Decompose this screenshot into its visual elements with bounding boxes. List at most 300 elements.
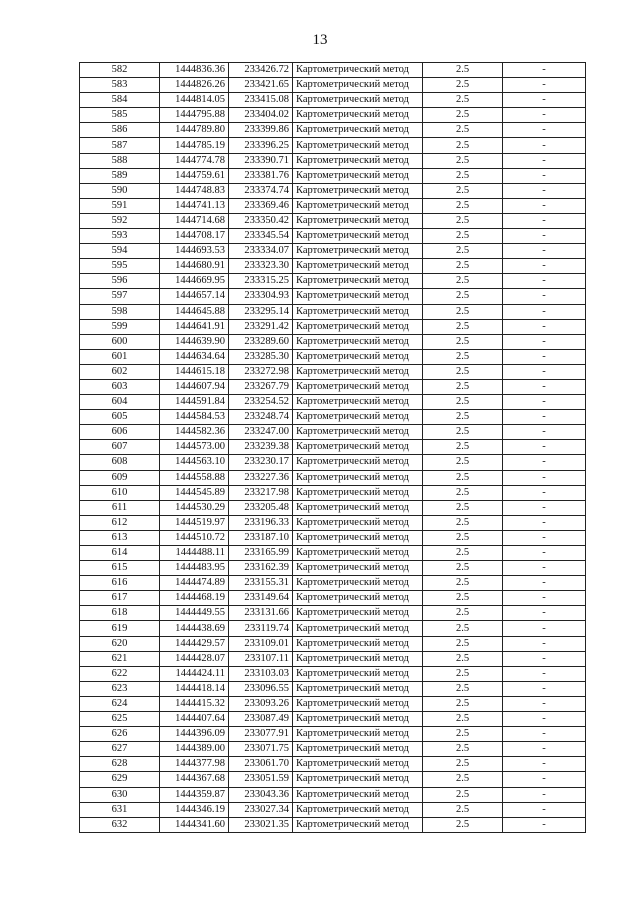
y-coordinate-cell: 233196.33 [229,515,293,530]
y-coordinate-cell: 233267.79 [229,379,293,394]
note-cell: - [503,440,586,455]
table-row [80,636,586,651]
x-coordinate-cell: 1444591.84 [160,395,229,410]
point-number-cell: 598 [80,304,160,319]
accuracy-cell: 2.5 [423,681,503,696]
point-number-cell: 609 [80,470,160,485]
table-row [80,123,586,138]
method-cell: Картометрический метод [293,379,423,394]
table-row [80,696,586,711]
x-coordinate-cell: 1444449.55 [160,606,229,621]
table-row [80,817,586,832]
table-row [80,349,586,364]
point-number-cell: 591 [80,198,160,213]
method-cell: Картометрический метод [293,289,423,304]
y-coordinate-cell: 233399.86 [229,123,293,138]
table-row [80,530,586,545]
note-cell: - [503,546,586,561]
note-cell: - [503,561,586,576]
method-cell: Картометрический метод [293,334,423,349]
table-row [80,651,586,666]
y-coordinate-cell: 233149.64 [229,591,293,606]
x-coordinate-cell: 1444759.61 [160,168,229,183]
point-number-cell: 589 [80,168,160,183]
x-coordinate-cell: 1444407.64 [160,712,229,727]
point-number-cell: 600 [80,334,160,349]
y-coordinate-cell: 233421.65 [229,78,293,93]
table-row [80,78,586,93]
note-cell: - [503,63,586,78]
table-row [80,500,586,515]
table-row [80,108,586,123]
method-cell: Картометрический метод [293,530,423,545]
x-coordinate-cell: 1444693.53 [160,244,229,259]
point-number-cell: 631 [80,802,160,817]
note-cell: - [503,591,586,606]
x-coordinate-cell: 1444438.69 [160,621,229,636]
method-cell: Картометрический метод [293,138,423,153]
point-number-cell: 627 [80,742,160,757]
method-cell: Картометрический метод [293,591,423,606]
accuracy-cell: 2.5 [423,274,503,289]
point-number-cell: 618 [80,606,160,621]
y-coordinate-cell: 233248.74 [229,410,293,425]
table-row [80,425,586,440]
y-coordinate-cell: 233131.66 [229,606,293,621]
method-cell: Картометрический метод [293,198,423,213]
note-cell: - [503,304,586,319]
method-cell: Картометрический метод [293,757,423,772]
point-number-cell: 612 [80,515,160,530]
note-cell: - [503,470,586,485]
point-number-cell: 614 [80,546,160,561]
accuracy-cell: 2.5 [423,636,503,651]
x-coordinate-cell: 1444582.36 [160,425,229,440]
point-number-cell: 628 [80,757,160,772]
table-row [80,546,586,561]
method-cell: Картометрический метод [293,349,423,364]
method-cell: Картометрический метод [293,681,423,696]
table-row [80,772,586,787]
note-cell: - [503,485,586,500]
y-coordinate-cell: 233027.34 [229,802,293,817]
x-coordinate-cell: 1444377.98 [160,757,229,772]
y-coordinate-cell: 233187.10 [229,530,293,545]
x-coordinate-cell: 1444669.95 [160,274,229,289]
x-coordinate-cell: 1444429.57 [160,636,229,651]
note-cell: - [503,455,586,470]
method-cell: Картометрический метод [293,425,423,440]
x-coordinate-cell: 1444468.19 [160,591,229,606]
note-cell: - [503,334,586,349]
note-cell: - [503,153,586,168]
y-coordinate-cell: 233323.30 [229,259,293,274]
table-row [80,576,586,591]
table-row [80,561,586,576]
table-row [80,289,586,304]
method-cell: Картометрический метод [293,742,423,757]
method-cell: Картометрический метод [293,817,423,832]
y-coordinate-cell: 233334.07 [229,244,293,259]
table-row [80,183,586,198]
x-coordinate-cell: 1444741.13 [160,198,229,213]
x-coordinate-cell: 1444558.88 [160,470,229,485]
note-cell: - [503,229,586,244]
accuracy-cell: 2.5 [423,561,503,576]
table-row [80,304,586,319]
note-cell: - [503,621,586,636]
x-coordinate-cell: 1444641.91 [160,319,229,334]
point-number-cell: 620 [80,636,160,651]
note-cell: - [503,364,586,379]
point-number-cell: 607 [80,440,160,455]
table-row [80,213,586,228]
y-coordinate-cell: 233254.52 [229,395,293,410]
accuracy-cell: 2.5 [423,334,503,349]
accuracy-cell: 2.5 [423,379,503,394]
accuracy-cell: 2.5 [423,304,503,319]
method-cell: Картометрический метод [293,651,423,666]
y-coordinate-cell: 233093.26 [229,696,293,711]
accuracy-cell: 2.5 [423,319,503,334]
accuracy-cell: 2.5 [423,546,503,561]
method-cell: Картометрический метод [293,606,423,621]
y-coordinate-cell: 233369.46 [229,198,293,213]
table-row [80,259,586,274]
y-coordinate-cell: 233291.42 [229,319,293,334]
method-cell: Картометрический метод [293,772,423,787]
y-coordinate-cell: 233285.30 [229,349,293,364]
accuracy-cell: 2.5 [423,93,503,108]
note-cell: - [503,696,586,711]
point-number-cell: 601 [80,349,160,364]
method-cell: Картометрический метод [293,304,423,319]
method-cell: Картометрический метод [293,485,423,500]
note-cell: - [503,168,586,183]
accuracy-cell: 2.5 [423,651,503,666]
table-row [80,621,586,636]
point-number-cell: 584 [80,93,160,108]
y-coordinate-cell: 233109.01 [229,636,293,651]
note-cell: - [503,78,586,93]
table-row [80,591,586,606]
method-cell: Картометрический метод [293,229,423,244]
y-coordinate-cell: 233217.98 [229,485,293,500]
accuracy-cell: 2.5 [423,78,503,93]
table-row [80,606,586,621]
note-cell: - [503,787,586,802]
y-coordinate-cell: 233247.00 [229,425,293,440]
point-number-cell: 594 [80,244,160,259]
accuracy-cell: 2.5 [423,696,503,711]
x-coordinate-cell: 1444573.00 [160,440,229,455]
note-cell: - [503,727,586,742]
accuracy-cell: 2.5 [423,183,503,198]
method-cell: Картометрический метод [293,727,423,742]
accuracy-cell: 2.5 [423,289,503,304]
y-coordinate-cell: 233289.60 [229,334,293,349]
point-number-cell: 585 [80,108,160,123]
method-cell: Картометрический метод [293,500,423,515]
note-cell: - [503,349,586,364]
x-coordinate-cell: 1444483.95 [160,561,229,576]
point-number-cell: 602 [80,364,160,379]
point-number-cell: 603 [80,379,160,394]
table-row [80,379,586,394]
table-row [80,138,586,153]
x-coordinate-cell: 1444826.26 [160,78,229,93]
x-coordinate-cell: 1444341.60 [160,817,229,832]
point-number-cell: 610 [80,485,160,500]
table-row [80,63,586,78]
point-number-cell: 599 [80,319,160,334]
table-row [80,334,586,349]
accuracy-cell: 2.5 [423,515,503,530]
point-number-cell: 621 [80,651,160,666]
table-row [80,727,586,742]
x-coordinate-cell: 1444510.72 [160,530,229,545]
note-cell: - [503,772,586,787]
accuracy-cell: 2.5 [423,440,503,455]
table-row [80,395,586,410]
y-coordinate-cell: 233155.31 [229,576,293,591]
y-coordinate-cell: 233227.36 [229,470,293,485]
table-row [80,742,586,757]
y-coordinate-cell: 233230.17 [229,455,293,470]
method-cell: Картометрический метод [293,515,423,530]
method-cell: Картометрический метод [293,153,423,168]
x-coordinate-cell: 1444774.78 [160,153,229,168]
y-coordinate-cell: 233404.02 [229,108,293,123]
accuracy-cell: 2.5 [423,606,503,621]
x-coordinate-cell: 1444530.29 [160,500,229,515]
method-cell: Картометрический метод [293,576,423,591]
accuracy-cell: 2.5 [423,123,503,138]
method-cell: Картометрический метод [293,787,423,802]
note-cell: - [503,757,586,772]
y-coordinate-cell: 233295.14 [229,304,293,319]
note-cell: - [503,651,586,666]
note-cell: - [503,198,586,213]
point-number-cell: 608 [80,455,160,470]
x-coordinate-cell: 1444359.87 [160,787,229,802]
y-coordinate-cell: 233415.08 [229,93,293,108]
y-coordinate-cell: 233165.99 [229,546,293,561]
accuracy-cell: 2.5 [423,802,503,817]
x-coordinate-cell: 1444639.90 [160,334,229,349]
y-coordinate-cell: 233077.91 [229,727,293,742]
method-cell: Картометрический метод [293,802,423,817]
method-cell: Картометрический метод [293,63,423,78]
point-number-cell: 592 [80,213,160,228]
table-row [80,802,586,817]
method-cell: Картометрический метод [293,440,423,455]
table-row [80,93,586,108]
y-coordinate-cell: 233061.70 [229,757,293,772]
accuracy-cell: 2.5 [423,153,503,168]
accuracy-cell: 2.5 [423,712,503,727]
point-number-cell: 590 [80,183,160,198]
table-row [80,712,586,727]
y-coordinate-cell: 233304.93 [229,289,293,304]
note-cell: - [503,681,586,696]
accuracy-cell: 2.5 [423,138,503,153]
table-row [80,410,586,425]
table-row [80,364,586,379]
y-coordinate-cell: 233103.03 [229,666,293,681]
note-cell: - [503,395,586,410]
accuracy-cell: 2.5 [423,591,503,606]
table-row [80,153,586,168]
point-number-cell: 617 [80,591,160,606]
accuracy-cell: 2.5 [423,349,503,364]
x-coordinate-cell: 1444396.09 [160,727,229,742]
point-number-cell: 615 [80,561,160,576]
y-coordinate-cell: 233374.74 [229,183,293,198]
point-number-cell: 605 [80,410,160,425]
note-cell: - [503,666,586,681]
method-cell: Картометрический метод [293,636,423,651]
y-coordinate-cell: 233205.48 [229,500,293,515]
point-number-cell: 632 [80,817,160,832]
accuracy-cell: 2.5 [423,364,503,379]
accuracy-cell: 2.5 [423,530,503,545]
accuracy-cell: 2.5 [423,757,503,772]
table-row [80,515,586,530]
method-cell: Картометрический метод [293,213,423,228]
y-coordinate-cell: 233051.59 [229,772,293,787]
table-row [80,274,586,289]
x-coordinate-cell: 1444680.91 [160,259,229,274]
accuracy-cell: 2.5 [423,787,503,802]
x-coordinate-cell: 1444645.88 [160,304,229,319]
y-coordinate-cell: 233087.49 [229,712,293,727]
note-cell: - [503,742,586,757]
table-row [80,198,586,213]
point-number-cell: 604 [80,395,160,410]
y-coordinate-cell: 233107.11 [229,651,293,666]
table-row [80,455,586,470]
method-cell: Картометрический метод [293,78,423,93]
point-number-cell: 624 [80,696,160,711]
x-coordinate-cell: 1444607.94 [160,379,229,394]
note-cell: - [503,108,586,123]
accuracy-cell: 2.5 [423,198,503,213]
note-cell: - [503,636,586,651]
table-row [80,787,586,802]
point-number-cell: 619 [80,621,160,636]
note-cell: - [503,274,586,289]
method-cell: Картометрический метод [293,561,423,576]
table-row [80,757,586,772]
accuracy-cell: 2.5 [423,772,503,787]
x-coordinate-cell: 1444488.11 [160,546,229,561]
method-cell: Картометрический метод [293,455,423,470]
note-cell: - [503,379,586,394]
x-coordinate-cell: 1444836.36 [160,63,229,78]
x-coordinate-cell: 1444615.18 [160,364,229,379]
table-row [80,666,586,681]
accuracy-cell: 2.5 [423,455,503,470]
accuracy-cell: 2.5 [423,470,503,485]
note-cell: - [503,244,586,259]
point-number-cell: 606 [80,425,160,440]
point-number-cell: 630 [80,787,160,802]
note-cell: - [503,530,586,545]
method-cell: Картометрический метод [293,319,423,334]
point-number-cell: 583 [80,78,160,93]
x-coordinate-cell: 1444519.97 [160,515,229,530]
method-cell: Картометрический метод [293,244,423,259]
point-number-cell: 587 [80,138,160,153]
accuracy-cell: 2.5 [423,576,503,591]
note-cell: - [503,410,586,425]
point-number-cell: 597 [80,289,160,304]
method-cell: Картометрический метод [293,168,423,183]
accuracy-cell: 2.5 [423,259,503,274]
x-coordinate-cell: 1444418.14 [160,681,229,696]
table-row [80,319,586,334]
note-cell: - [503,183,586,198]
point-number-cell: 582 [80,63,160,78]
page-number: 13 [312,32,328,48]
y-coordinate-cell: 233119.74 [229,621,293,636]
point-number-cell: 626 [80,727,160,742]
method-cell: Картометрический метод [293,364,423,379]
accuracy-cell: 2.5 [423,425,503,440]
point-number-cell: 596 [80,274,160,289]
method-cell: Картометрический метод [293,666,423,681]
x-coordinate-cell: 1444814.05 [160,93,229,108]
point-number-cell: 622 [80,666,160,681]
note-cell: - [503,213,586,228]
method-cell: Картометрический метод [293,259,423,274]
table-row [80,485,586,500]
point-number-cell: 613 [80,530,160,545]
x-coordinate-cell: 1444545.89 [160,485,229,500]
method-cell: Картометрический метод [293,123,423,138]
point-number-cell: 623 [80,681,160,696]
accuracy-cell: 2.5 [423,229,503,244]
method-cell: Картометрический метод [293,546,423,561]
table-row [80,168,586,183]
x-coordinate-cell: 1444584.53 [160,410,229,425]
y-coordinate-cell: 233396.25 [229,138,293,153]
x-coordinate-cell: 1444389.00 [160,742,229,757]
method-cell: Картометрический метод [293,470,423,485]
method-cell: Картометрический метод [293,410,423,425]
accuracy-cell: 2.5 [423,410,503,425]
method-cell: Картометрический метод [293,395,423,410]
note-cell: - [503,123,586,138]
x-coordinate-cell: 1444657.14 [160,289,229,304]
note-cell: - [503,515,586,530]
method-cell: Картометрический метод [293,274,423,289]
coordinates-table [79,62,586,833]
note-cell: - [503,259,586,274]
x-coordinate-cell: 1444424.11 [160,666,229,681]
method-cell: Картометрический метод [293,696,423,711]
table-row [80,440,586,455]
accuracy-cell: 2.5 [423,817,503,832]
note-cell: - [503,93,586,108]
x-coordinate-cell: 1444634.64 [160,349,229,364]
table-row [80,681,586,696]
accuracy-cell: 2.5 [423,63,503,78]
x-coordinate-cell: 1444789.80 [160,123,229,138]
note-cell: - [503,289,586,304]
accuracy-cell: 2.5 [423,168,503,183]
